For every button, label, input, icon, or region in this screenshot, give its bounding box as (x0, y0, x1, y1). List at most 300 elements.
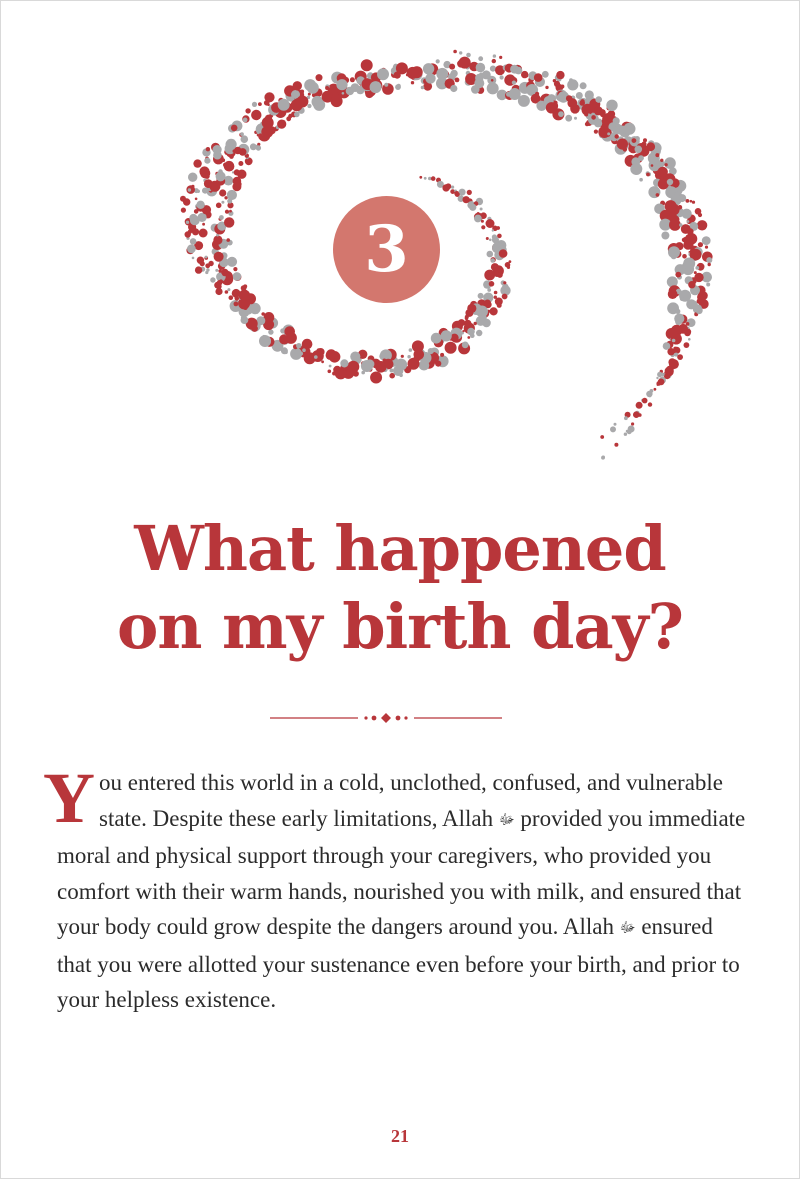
spiral-dot (425, 73, 435, 83)
spiral-dot (361, 371, 365, 375)
spiral-dot (677, 354, 683, 360)
spiral-dot (567, 79, 578, 90)
chapter-title-line-1: What happened (134, 512, 666, 585)
spiral-dot (489, 239, 492, 242)
spiral-dot (638, 155, 644, 161)
spiral-dot (243, 305, 248, 310)
spiral-dot (702, 236, 711, 245)
spiral-dot (499, 93, 504, 98)
spiral-dot (202, 223, 205, 226)
spiral-dot (502, 294, 508, 300)
spiral-dot (361, 59, 373, 71)
spiral-dot (183, 199, 188, 204)
spiral-dot (474, 215, 482, 223)
spiral-dot (188, 173, 197, 182)
spiral-dot (314, 355, 318, 359)
spiral-dot (624, 123, 636, 135)
spiral-dot (205, 271, 208, 274)
spiral-dot (455, 78, 460, 83)
spiral-dot (450, 85, 457, 92)
spiral-dot (263, 335, 266, 338)
spiral-dot (664, 163, 667, 166)
spiral-dot (302, 348, 306, 352)
spiral-dot (497, 272, 503, 278)
spiral-dot (594, 130, 598, 134)
spiral-dot (500, 75, 504, 79)
spiral-dot (235, 296, 240, 301)
spiral-dot (277, 120, 286, 129)
spiral-dot (421, 86, 425, 90)
spiral-dot (688, 338, 691, 341)
spiral-dot (494, 296, 497, 299)
spiral-dot (674, 189, 678, 193)
spiral-dot (216, 171, 226, 181)
spiral-dot (670, 206, 676, 212)
spiral-dot (684, 342, 690, 348)
spiral-dot (669, 219, 681, 231)
spiral-dot (674, 314, 684, 324)
spiral-dot (688, 281, 695, 288)
spiral-dot (200, 168, 207, 175)
spiral-dot (393, 366, 403, 376)
spiral-dot (296, 343, 301, 348)
spiral-dot (615, 134, 619, 138)
drop-cap: Y (43, 758, 95, 838)
spiral-dot (584, 113, 588, 117)
spiral-dot (216, 284, 222, 290)
spiral-dot (219, 215, 224, 220)
spiral-dot (698, 242, 703, 247)
spiral-dot (581, 99, 585, 103)
spiral-dot (650, 389, 654, 393)
spiral-dot (696, 307, 703, 314)
spiral-dot (239, 290, 250, 301)
spiral-dot (307, 82, 319, 94)
spiral-dot (512, 81, 516, 85)
spiral-dot (213, 145, 222, 154)
spiral-dot (204, 179, 213, 188)
spiral-dot (480, 208, 483, 211)
spiral-dot (330, 352, 337, 359)
spiral-dot (221, 201, 224, 204)
spiral-dot (342, 92, 345, 95)
spiral-dot (606, 100, 617, 111)
spiral-dot (655, 153, 659, 157)
spiral-dot (350, 77, 355, 82)
spiral-dot (698, 213, 702, 217)
spiral-dot (459, 51, 462, 54)
spiral-dot (409, 348, 413, 352)
spiral-dot (231, 125, 238, 132)
spiral-dot (487, 82, 499, 94)
spiral-dot (600, 435, 604, 439)
spiral-dot (481, 220, 484, 223)
spiral-dot (706, 283, 710, 287)
spiral-dot (648, 402, 652, 406)
spiral-dot (361, 360, 373, 372)
spiral-dot (474, 322, 477, 325)
spiral-dot (476, 316, 486, 326)
spiral-dot (680, 297, 684, 301)
spiral-dot (610, 426, 616, 432)
spiral-dot (614, 443, 618, 447)
spiral-dot (635, 146, 643, 154)
spiral-dot (465, 316, 469, 320)
spiral-dot (667, 179, 673, 185)
spiral-dot (518, 95, 530, 107)
spiral-dot (672, 339, 676, 343)
spiral-dot (630, 163, 642, 175)
spiral-dot (296, 96, 308, 108)
spiral-dot (489, 281, 495, 287)
spiral-dot (190, 238, 197, 245)
spiral-dot (657, 384, 659, 386)
spiral-dot (493, 54, 496, 57)
spiral-dot (191, 185, 194, 188)
spiral-dot (316, 348, 321, 353)
spiral-dot (668, 246, 680, 258)
spiral-dot (216, 273, 222, 279)
spiral-dot (423, 63, 434, 74)
spiral-dot (614, 423, 617, 426)
spiral-dot (499, 249, 508, 258)
spiral-dot (224, 217, 234, 227)
spiral-dot (215, 269, 218, 272)
spiral-dot (440, 353, 444, 357)
spiral-dot (264, 92, 274, 102)
spiral-dot (419, 176, 422, 179)
spiral-dot (288, 114, 292, 118)
spiral-dot (199, 229, 208, 238)
spiral-dot (216, 203, 222, 209)
spiral-dot (692, 201, 695, 204)
spiral-dot (683, 258, 695, 270)
spiral-dot (558, 111, 564, 117)
spiral-dot (706, 257, 712, 263)
spiral-dot (312, 96, 324, 108)
spiral-dot (679, 223, 682, 226)
body-paragraph (43, 758, 747, 1018)
spiral-dot (478, 56, 483, 61)
spiral-dot (560, 85, 564, 89)
spiral-dot (545, 86, 548, 89)
spiral-dot (290, 348, 302, 360)
spiral-dot (347, 361, 359, 373)
spiral-dot (435, 361, 441, 367)
spiral-dot (196, 201, 204, 209)
spiral-dot (195, 266, 202, 273)
spiral-dot (565, 115, 572, 122)
spiral-dot (431, 333, 442, 344)
spiral-dot (515, 67, 523, 75)
spiral-dot (350, 352, 360, 362)
spiral-dot (233, 272, 242, 281)
spiral-dot (222, 158, 226, 162)
spiral-dot (695, 266, 699, 270)
spiral-dot (534, 73, 543, 82)
spiral-dot (316, 74, 323, 81)
spiral-dot (488, 222, 493, 227)
spiral-dot (690, 200, 693, 203)
spiral-dot (188, 188, 191, 191)
spiral-dot (627, 429, 632, 434)
spiral-dot (466, 53, 471, 58)
spiral-dot (252, 102, 257, 107)
chapter-title (0, 510, 800, 666)
spiral-dot (261, 312, 265, 316)
spiral-dot (478, 293, 484, 299)
spiral-dot (241, 285, 247, 291)
spiral-dot (623, 147, 627, 151)
spiral-dot (607, 132, 610, 135)
spiral-dot (226, 238, 230, 242)
chapter-title-line-2: on my birth day? (117, 590, 683, 663)
spiral-dot (453, 50, 457, 54)
spiral-dot (284, 350, 288, 354)
body-text-segment-1: ou entered this world in a cold, unclothed, confused, and vulnerable state. Despite these early limitations, Allah (99, 770, 724, 831)
spiral-dot (340, 359, 348, 367)
spiral-dot (580, 82, 587, 89)
spiral-dot (656, 377, 658, 379)
spiral-dot (401, 355, 404, 358)
spiral-dot (686, 199, 690, 203)
spiral-dot (554, 81, 560, 87)
spiral-dot (656, 193, 660, 197)
spiral-dot (206, 147, 210, 151)
honorific-glyph: ﷻ (619, 921, 636, 936)
spiral-dot (239, 148, 247, 156)
spiral-dot (503, 281, 506, 284)
spiral-dot (499, 56, 502, 59)
spiral-dot (673, 347, 677, 351)
spiral-dot (470, 333, 475, 338)
spiral-dot (660, 159, 663, 162)
spiral-dot (210, 277, 215, 282)
spiral-dot (594, 106, 603, 115)
spiral-dot (556, 71, 564, 79)
spiral-dot (431, 176, 436, 181)
spiral-dot (233, 267, 237, 271)
spiral-dot (636, 402, 643, 409)
spiral-dot (258, 133, 262, 137)
spiral-dot (585, 122, 589, 126)
spiral-dot (445, 342, 457, 354)
spiral-dot (705, 246, 708, 249)
spiral-dot (490, 307, 498, 315)
spiral-dot (648, 186, 660, 198)
spiral-dot (213, 235, 222, 244)
spiral-dot (251, 110, 261, 120)
spiral-dot (245, 108, 250, 113)
spiral-dot (615, 125, 625, 135)
spiral-dot (646, 173, 650, 177)
spiral-dot (542, 71, 549, 78)
spiral-dot (467, 190, 472, 195)
spiral-dot (682, 209, 692, 219)
ornamental-divider-icon (270, 710, 502, 726)
spiral-dot (267, 104, 270, 107)
spiral-dot (686, 299, 696, 309)
spiral-dot (240, 132, 244, 136)
spiral-dot (419, 360, 430, 371)
spiral-dot (667, 369, 674, 376)
spiral-dot (300, 90, 304, 94)
spiral-dot (591, 115, 596, 120)
spiral-dot (658, 167, 668, 177)
spiral-dot (497, 303, 502, 308)
spiral-dot (329, 365, 332, 368)
spiral-dot (486, 237, 489, 240)
spiral-dot (535, 92, 539, 96)
spiral-dot (229, 295, 234, 300)
spiral-dot (411, 81, 414, 84)
spiral-dot (264, 315, 273, 324)
spiral-dot (284, 326, 295, 337)
spiral-dot (192, 257, 195, 260)
spiral-dot (507, 266, 510, 269)
spiral-dot (197, 242, 202, 247)
spiral-dot (229, 210, 232, 213)
spiral-dot (658, 179, 669, 190)
spiral-dot (214, 252, 224, 262)
spiral-dot (487, 288, 491, 292)
spiral-dot (321, 360, 324, 363)
spiral-dot (697, 298, 703, 304)
spiral-dot (219, 189, 226, 196)
spiral-dot (293, 81, 302, 90)
spiral-dot (205, 256, 208, 259)
spiral-dot (411, 66, 423, 78)
spiral-dot (646, 142, 655, 151)
spiral-dot (624, 416, 628, 420)
spiral-dot (490, 258, 495, 263)
spiral-dot (492, 229, 494, 231)
spiral-dot (687, 220, 690, 223)
spiral-dot (689, 243, 693, 247)
spiral-dot (484, 270, 495, 281)
spiral-dot (377, 68, 389, 80)
spiral-dot (494, 291, 498, 295)
spiral-dot (675, 272, 681, 278)
spiral-dot (686, 233, 698, 245)
spiral-dot (302, 339, 313, 350)
spiral-dot (451, 186, 454, 189)
spiral-dot (459, 57, 471, 69)
spiral-dot (463, 196, 470, 203)
spiral-dot (407, 355, 410, 358)
spiral-dot (576, 92, 583, 99)
spiral-dot (424, 177, 427, 180)
spiral-dot (445, 183, 451, 189)
chapter-number-badge (333, 196, 440, 303)
spiral-dot (595, 96, 602, 103)
spiral-dot (639, 178, 643, 182)
spiral-dot (258, 102, 262, 106)
spiral-dot (193, 159, 201, 167)
body-text-segment-3: ensured that you were allotted your sustenance even before your birth, and prior to your helpless existence. (57, 914, 740, 1012)
spiral-dot (436, 59, 440, 63)
spiral-dot (384, 83, 388, 87)
spiral-dot (467, 336, 470, 339)
spiral-dot (325, 86, 329, 90)
spiral-dot (294, 112, 300, 118)
spiral-dot (452, 346, 455, 349)
spiral-dot (462, 342, 469, 349)
spiral-dot (383, 359, 387, 363)
spiral-dot (227, 288, 230, 291)
spiral-dot (566, 95, 572, 101)
spiral-dot (268, 329, 273, 334)
spiral-dot (697, 220, 707, 230)
page-number: 21 (391, 1126, 409, 1146)
spiral-dot (649, 395, 652, 398)
spiral-dot (234, 302, 239, 307)
spiral-dot (651, 164, 654, 167)
spiral-dot (642, 398, 648, 404)
spiral-dot (671, 289, 676, 294)
spiral-dot (481, 225, 485, 229)
spiral-dot (224, 161, 235, 172)
spiral-dot (219, 279, 223, 283)
spiral-dot (256, 145, 261, 150)
spiral-dot (487, 251, 494, 258)
spiral-dot (476, 63, 486, 73)
spiral-dot (601, 456, 605, 460)
spiral-dot (525, 75, 528, 78)
spiral-dot (482, 70, 491, 79)
spiral-dot (694, 271, 697, 274)
spiral-dot (333, 366, 341, 374)
spiral-dot (195, 198, 198, 201)
spiral-dot (227, 190, 237, 200)
spiral-dot (390, 369, 394, 373)
spiral-dot (308, 105, 311, 108)
spiral-dot (245, 157, 253, 165)
spiral-dot (638, 413, 642, 417)
spiral-dot (370, 81, 382, 93)
spiral-dot (585, 90, 594, 99)
spiral-dot (631, 422, 634, 425)
spiral-dot (476, 330, 482, 336)
spiral-dot (204, 158, 210, 164)
spiral-dot (491, 79, 494, 82)
spiral-dot (181, 208, 186, 213)
spiral-dot (397, 84, 401, 88)
spiral-dot (243, 118, 248, 123)
spiral-dot (225, 290, 229, 294)
spiral-dot (708, 263, 711, 266)
spiral-dot (469, 204, 476, 211)
spiral-dot (396, 62, 408, 74)
spiral-dot (594, 119, 602, 127)
body-text-segment-2: provided you immediate moral and physical support through your caregivers, who provided you comfort with their warm hands, nourished you with milk, and ensured that your body could grow despite the dangers around you. Allah (57, 805, 746, 939)
chapter-number: 3 (364, 211, 409, 287)
spiral-dot (379, 352, 387, 360)
spiral-dot (238, 161, 243, 166)
spiral-dot (241, 135, 249, 143)
spiral-dot (197, 190, 200, 193)
spiral-dot (449, 64, 455, 70)
spiral-dot (682, 254, 687, 259)
spiral-dot (328, 370, 332, 374)
spiral-dot (197, 257, 204, 264)
spiral-dot (624, 433, 627, 436)
spiral-dot (574, 117, 577, 120)
honorific-glyph: ﷻ (498, 812, 515, 828)
spiral-dot (225, 210, 229, 214)
spiral-dot (208, 261, 213, 266)
spiral-dot (570, 104, 580, 114)
